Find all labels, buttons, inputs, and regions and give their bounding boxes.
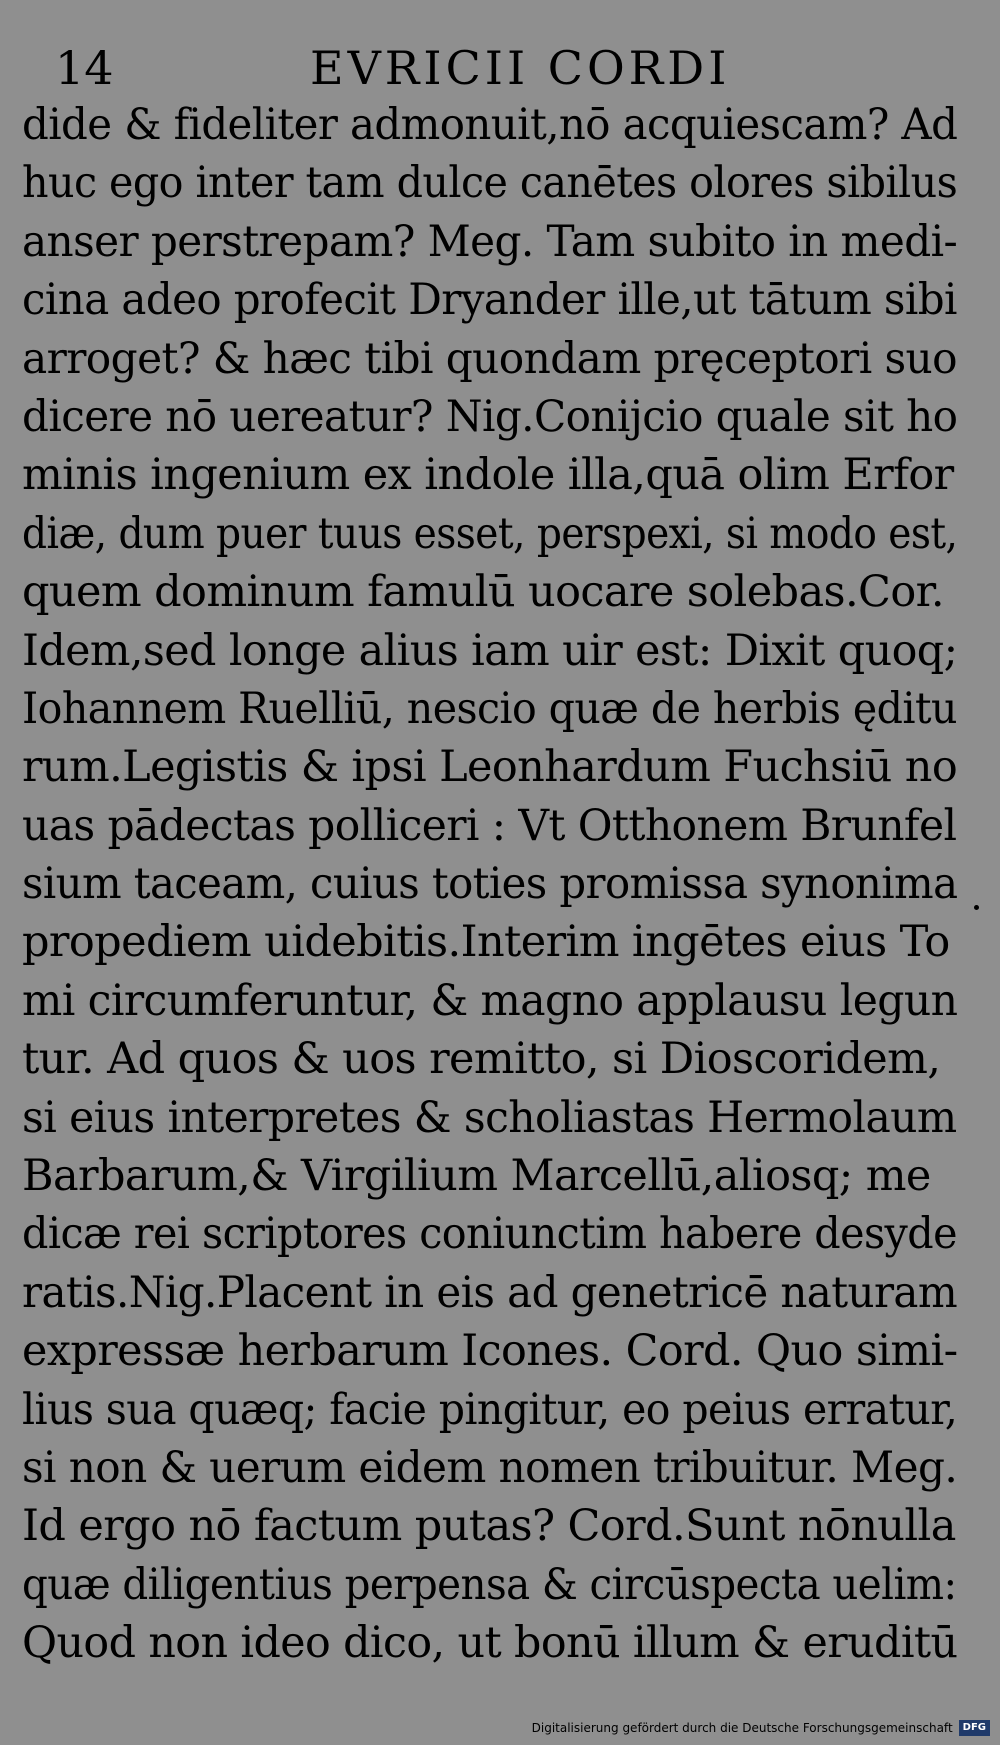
text-line: sium taceam, cuius toties promissa synonima [22,859,957,910]
text-line: cina adeo profecit Dryander ille,ut tātum sibi [22,275,957,326]
text-line: Id ergo nō factum putas? Cord.Sunt nōnulla [22,1501,956,1552]
text-line: minis ingenium ex indole illa,quā olim Erfor [22,450,954,501]
text-line: mi circumferuntur, & magno applausu legun [22,975,957,1026]
text-line: dicere nō uereatur? Nig.Conijcio quale sit ho [22,391,957,442]
text-line: Idem,sed longe alius iam uir est: Dixit quoq; [22,625,957,676]
text-line: expressæ herbarum Icones. Cord. Quo simi- [22,1326,957,1377]
funding-credit: Digitalisierung gefördert durch die Deutsche Forschungsgemeinschaft [531,1721,953,1735]
text-line: rum.Legistis & ipsi Leonhardum Fuchsiū no [22,742,957,793]
text-line: dide & fideliter admonuit,nō acquiescam? Ad [22,100,957,150]
text-line: dicæ rei scriptores coniunctim habere desyde [22,1209,957,1260]
text-line: ratis.Nig.Placent in eis ad genetricē naturam [22,1267,957,1318]
text-line: propediem uidebitis.Interim ingētes eius To [22,917,950,968]
text-line: Barbarum,& Virgilium Marcellū,aliosq; me [22,1151,931,1202]
digitization-footer [532,1719,990,1737]
text-line: quæ diligentius perpensa & circūspecta uelim: [22,1559,957,1610]
dfg-logo-icon: DFG [959,1720,990,1736]
text-line: lius sua quæq; facie pingitur, eo peius erratur, [22,1384,957,1435]
ink-speck [974,905,979,910]
text-line: arroget? & hæc tibi quondam pręceptori suo [22,333,957,384]
page-number: 14 [55,41,114,95]
text-line: quem dominum famulū uocare solebas.Cor. [22,567,944,618]
text-line: si non & uerum eidem nomen tribuitur. Meg. [22,1442,957,1493]
page-header [0,38,1000,98]
text-line: uas pādectas polliceri : Vt Otthonem Brunfel [22,800,957,851]
body-text [22,96,957,1673]
text-line: Quod non ideo dico, ut bonū illum & eruditū [22,1618,957,1669]
text-line: si eius interpretes & scholiastas Hermolaum [22,1092,957,1143]
text-line: huc ego inter tam dulce canētes olores sibilus [22,158,957,209]
text-line: Iohannem Ruelliū, nescio quæ de herbis ęditu [22,683,957,734]
text-line: diæ, dum puer tuus esset, perspexi, si modo est, [22,508,957,559]
running-head: EVRICII CORDI [310,41,731,95]
text-line: tur. Ad quos & uos remitto, si Dioscoridem, [22,1034,941,1085]
text-line: anser perstrepam? Meg. Tam subito in medi- [22,216,957,267]
